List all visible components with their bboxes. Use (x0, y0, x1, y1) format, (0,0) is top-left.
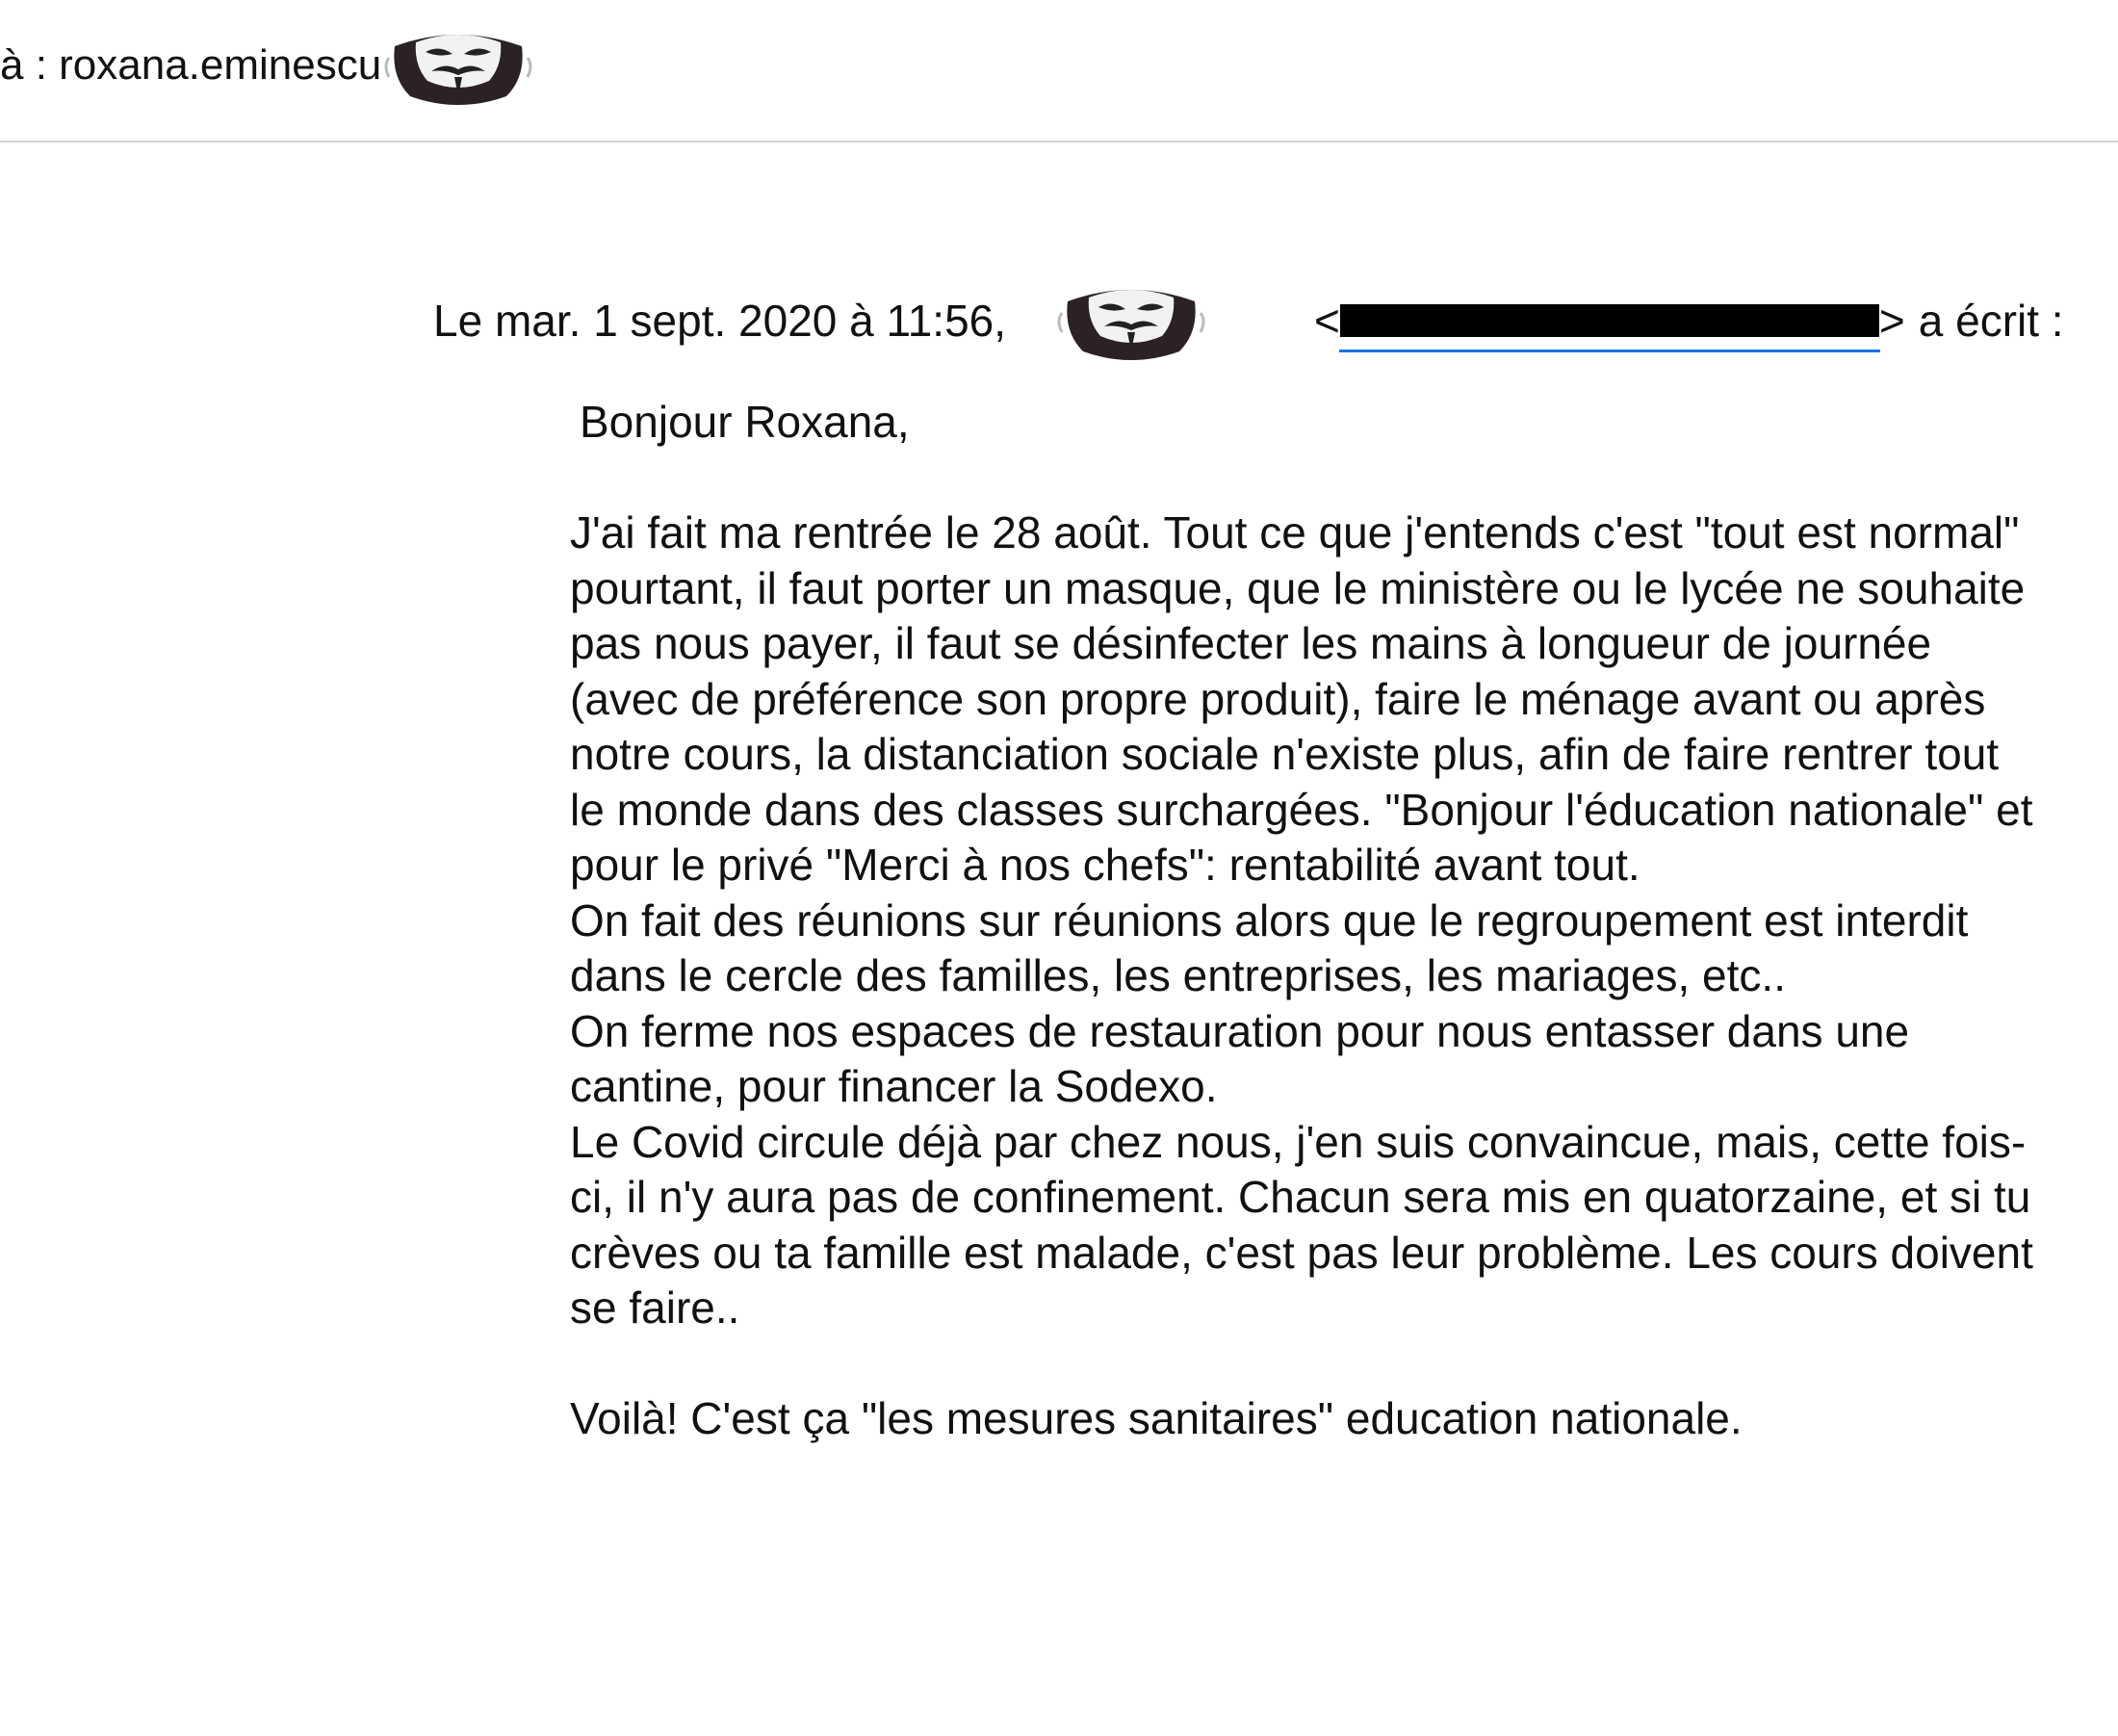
recipient-label[interactable]: à : roxana.eminescu (0, 41, 382, 89)
quote-wrote: a écrit : (1918, 296, 2064, 346)
anonymous-mask-icon (1054, 272, 1208, 369)
quote-date: Le mar. 1 sept. 2020 à 11:56, (433, 296, 1007, 346)
message-paragraph: Le Covid circule déjà par chez nous, j'en suis convaincue, mais, cette fois-ci, il n'y aura pas de confinement. Chacun sera mis en quatorzaine, et si tu crèves ou ta famille est malade, c'est pas leur problème. Les cours doivent se faire.. (570, 1116, 2033, 1333)
message-paragraph: On fait des réunions sur réunions alors que le regroupement est interdit dans le cercle des familles, les entreprises, les mariages, etc.. (570, 894, 1969, 1000)
message-closing: Voilà! C'est ça "les mesures sanitaires" education nationale. (570, 1393, 1743, 1443)
email-open-bracket: < (1314, 296, 1340, 346)
quote-header (433, 277, 2064, 364)
message-greeting: Bonjour Roxana, (580, 397, 910, 447)
anonymous-mask-icon (381, 17, 535, 114)
email-link-underline (1339, 350, 1880, 352)
email-close-bracket: > (1878, 296, 1905, 346)
message-body (570, 395, 2033, 1447)
redaction-bar (1340, 304, 1879, 337)
recipient-row (0, 27, 535, 104)
sender-email-redacted[interactable] (1314, 295, 1905, 347)
paragraph-spacer (570, 1336, 2033, 1392)
message-paragraph: J'ai fait ma rentrée le 28 août. Tout ce que j'entends c'est "tout est normal" pourtant, il faut porter un masque, que le ministère ou le lycée ne souhaite pas nous payer, il faut se désinfecter les mains à longueur de journée (avec de préférence son propre produit), faire le ménage avant ou après notre cours, la distanciation sociale n'existe plus, afin de faire rentrer tout le monde dans des classes surchargées. "Bonjour l'éducation nationale" et pour le privé "Merci à nos chefs": rentabilité avant tout. (570, 507, 2033, 890)
header-bar (0, 0, 2118, 143)
message-paragraph: On ferme nos espaces de restauration pour nous entasser dans une cantine, pour financer la Sodexo. (570, 1005, 1910, 1111)
